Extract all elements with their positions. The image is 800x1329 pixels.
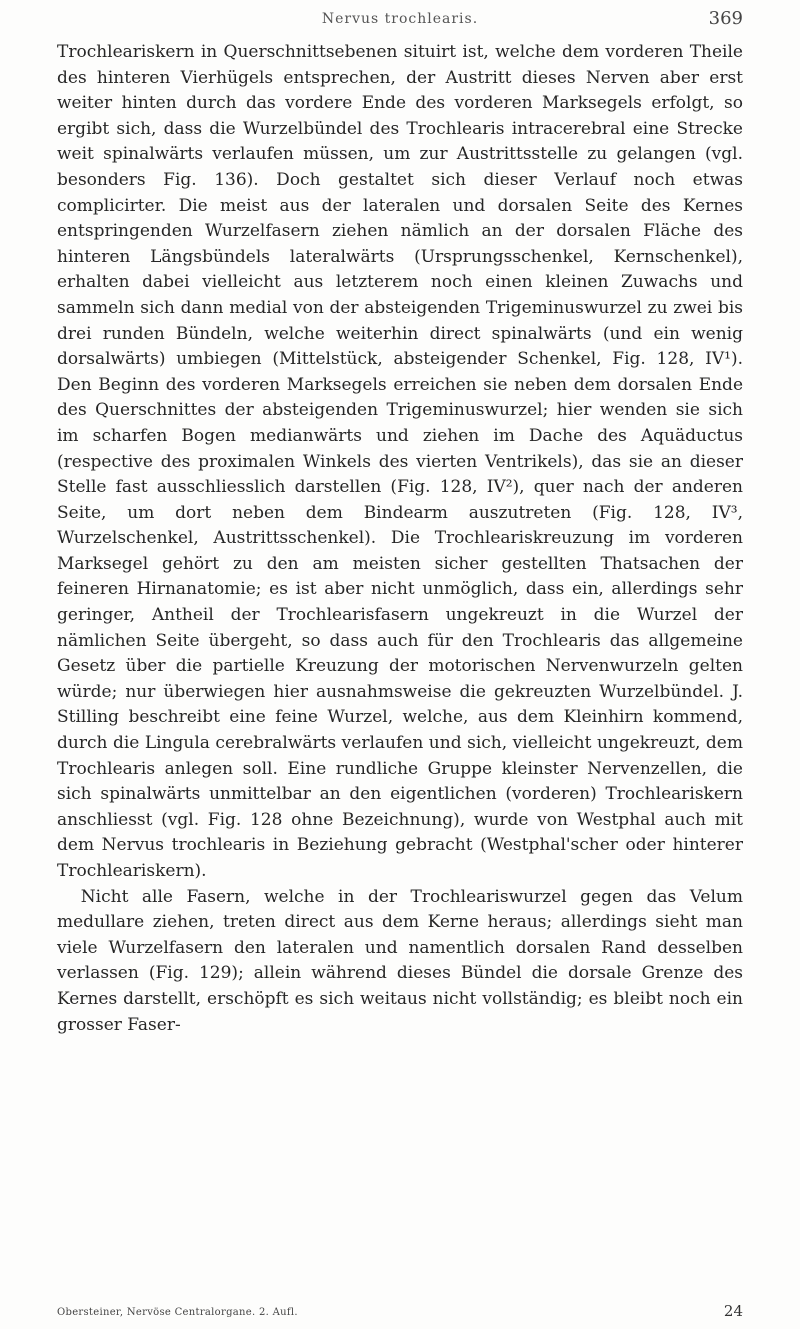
paragraph-2: Nicht alle Fasern, welche in der Trochleariswurzel gegen das Velum medullare ziehen, treten direct aus dem Kerne heraus; allerdings sieht man viele Wurzelfasern den lateralen und namentlich dorsalen Rand desselben verlassen (Fig. 129); allein während dieses Bündel die dorsale Grenze des Kernes darstellt, erschöpft es sich weitaus nicht vollständig; es bleibt noch ein grosser Faser- bbox=[57, 886, 743, 1035]
paragraph-1: Trochleariskern in Querschnittsebenen situirt ist, welche dem vorderen Theile des hinteren Vierhügels entsprechen, der Austritt dieses Nerven aber erst weiter hinten durch das vordere Ende des vorderen Marksegels erfolgt, so ergibt sich, dass die Wurzelbündel des Trochlearis intracerebral eine Strecke weit spinalwärts verlaufen müssen, um zur Austrittsstelle zu gelangen (vgl. besonders Fig. 136). Doch gestaltet sich dieser Verlauf noch etwas complicirter. Die meist aus der lateralen und dorsalen Seite des Kernes entspringenden Wurzelfasern ziehen nämlich an der dorsalen Fläche des hinteren Längsbündels lateralwärts (Ursprungsschenkel, Kernschenkel), erhalten dabei vielleicht aus letzterem noch einen kleinen Zuwachs und sammeln sich dann medial von der absteigenden Trigeminuswurzel zu zwei bis drei runden Bündeln, welche weiterhin direct spinalwärts (und ein wenig dorsalwärts) umbiegen (Mittelstück, absteigender Schenkel, Fig. 128, IV¹). Den Beginn des vorderen Marksegels erreichen sie neben dem dorsalen Ende des Querschnittes der absteigenden Trigeminuswurzel; hier wenden sie sich im scharfen Bogen medianwärts und ziehen im Dache des Aquäductus (respective des proximalen Winkels des vierten Ventrikels), das sie an dieser Stelle fast ausschliesslich darstellen (Fig. 128, IV²), quer nach der anderen Seite, um dort neben dem Bindearm auszutreten (Fig. 128, IV³, Wurzelschenkel, Austrittsschenkel). Die Trochleariskreuzung im vorderen Marksegel gehört zu den am meisten sicher gestellten Thatsachen der feineren Hirnanatomie; es ist aber nicht unmöglich, dass ein, allerdings sehr geringer, Antheil der Trochlearisfasern ungekreuzt in die Wurzel der nämlichen Seite übergeht, so dass auch für den Trochlearis das allgemeine Gesetz über die partielle Kreuzung der motorischen Nervenwurzeln gelten würde; nur überwiegen hier ausnahmsweise die gekreuzten Wurzelbündel. J. Stilling beschreibt eine feine Wurzel, welche, aus dem Kleinhirn kommend, durch die Lingula cerebralwärts verlaufen und sich, vielleicht ungekreuzt, dem Trochlearis anlegen soll. Eine rundliche Gruppe kleinster Nervenzellen, die sich spinalwärts unmittelbar an den eigentlichen (vorderen) Trochleariskern anschliesst (vgl. Fig. 128 ohne Bezeichnung), wurde von Westphal auch mit dem Nervus trochlearis in Beziehung gebracht (Westphal'scher oder hinterer Trochleariskern). bbox=[57, 42, 743, 881]
running-head: Nervus trochlearis. bbox=[321, 11, 479, 27]
page-header bbox=[57, 8, 743, 32]
body-text bbox=[57, 40, 743, 1038]
page-number: 369 bbox=[708, 8, 743, 29]
sheet-number: 24 bbox=[723, 1302, 743, 1320]
signature-line: Obersteiner, Nervöse Centralorgane. 2. Aufl. bbox=[57, 1307, 298, 1318]
page-footer bbox=[57, 1302, 743, 1325]
